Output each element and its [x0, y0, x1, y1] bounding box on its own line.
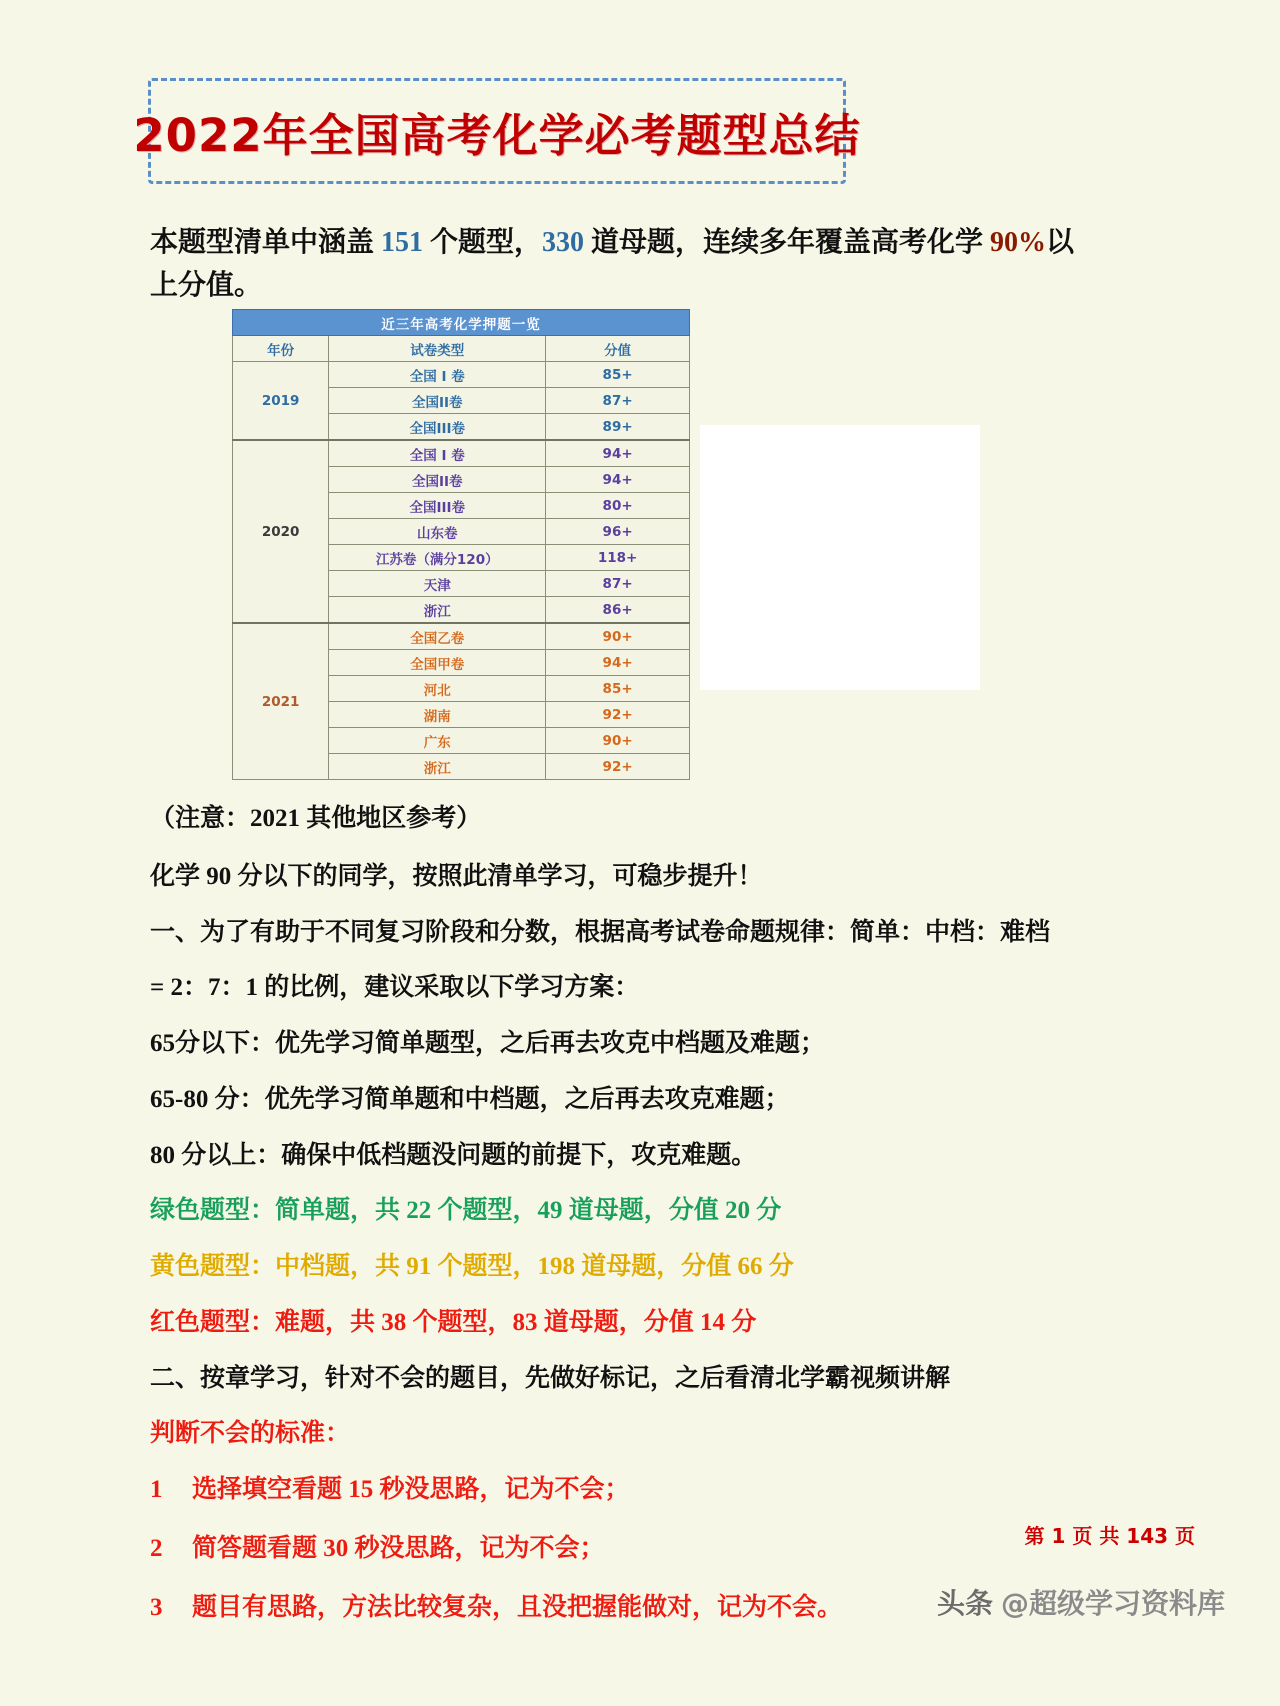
paragraph-yellow: 黄色题型：中档题，共 91 个题型，198 道母题，分值 66 分: [150, 1253, 794, 1280]
table-cell-score: 92+: [546, 754, 690, 780]
paragraph-tier80: 80 分以上：确保中低档题没问题的前提下，攻克难题。: [150, 1141, 757, 1169]
table-cell-score: 94+: [546, 650, 690, 676]
paragraph-green: 绿色题型：简单题，共 22 个题型，49 道母题，分值 20 分: [150, 1197, 782, 1225]
table-banner-row: [233, 310, 690, 336]
watermark-account: @超级学习资料库: [1000, 1587, 1225, 1620]
table-header-year: 年份: [233, 336, 329, 362]
title-banner: [133, 78, 861, 184]
table-cell-score: 86+: [546, 597, 690, 624]
paragraph-tier65: 65分以下：优先学习简单题型，之后再去攻克中档题及难题；: [150, 1030, 826, 1057]
table-cell-type: 广东: [329, 728, 546, 754]
body-content: [150, 800, 1090, 1647]
paragraph-sec2: 二、按章学习，针对不会的题目，先做好标记，之后看清北学霸视频讲解: [150, 1364, 951, 1392]
table-cell-score: 90+: [546, 623, 690, 650]
table-cell-type: 全国 I 卷: [329, 362, 546, 388]
criteria-text: 题目有思路，方法比较复杂，且没把握能做对，记为不会。: [192, 1593, 843, 1621]
paragraph-criteria_head: 判断不会的标准：: [150, 1420, 351, 1448]
table-cell-type: 全国III卷: [329, 414, 546, 441]
table-cell-type: 河北: [329, 676, 546, 702]
table-cell-type: 全国 I 卷: [329, 440, 546, 467]
table-cell-type: 浙江: [329, 597, 546, 624]
table-cell-score: 87+: [546, 388, 690, 414]
table-cell-score: 89+: [546, 414, 690, 441]
paragraph-tier6580: 65-80 分：优先学习简单题和中档题，之后再去攻克难题；: [150, 1085, 790, 1113]
table-cell-type: 全国甲卷: [329, 650, 546, 676]
criteria-text: 选择填空看题 15 秒没思路，记为不会；: [192, 1476, 630, 1503]
table-row: [233, 362, 690, 388]
table-cell-type: 山东卷: [329, 519, 546, 545]
criteria-number: 1: [150, 1476, 163, 1503]
paragraph-note: （注意：2021 其他地区参考）: [150, 805, 482, 832]
table-cell-type: 全国II卷: [329, 467, 546, 493]
criteria-item: [150, 1471, 1090, 1510]
table-cell-type: 全国III卷: [329, 493, 546, 519]
paragraph-sec1_a: 一、为了有助于不同复习阶段和分数，根据高考试卷命题规律：简单：中档：难档: [150, 918, 1051, 946]
table-cell-score: 85+: [546, 362, 690, 388]
intro-coverage: 90%: [990, 227, 1047, 258]
table-cell-score: 118+: [546, 545, 690, 571]
table-header-type: 试卷类型: [329, 336, 546, 362]
criteria-item: [150, 1530, 1090, 1569]
page-number: 第 1 页 共 143 页: [1024, 1524, 1195, 1548]
intro-paragraph: [150, 222, 1080, 307]
table-cell-score: 85+: [546, 676, 690, 702]
pie-chart: [700, 425, 980, 690]
intro-seg-4: 以上分值。: [150, 227, 1075, 301]
table-row: [233, 623, 690, 650]
table-cell-score: 92+: [546, 702, 690, 728]
intro-seg-2: 个题型，: [423, 227, 543, 258]
table-cell-type: 天津: [329, 571, 546, 597]
intro-count-types: 151: [381, 227, 424, 258]
table-cell-year: 2019: [233, 362, 329, 441]
table-cell-score: 94+: [546, 467, 690, 493]
table-cell-year: 2021: [233, 623, 329, 780]
table-cell-year: 2020: [233, 440, 329, 623]
criteria-number: 2: [150, 1534, 163, 1562]
exam-score-table: [232, 309, 690, 780]
intro-count-questions: 330: [542, 227, 585, 258]
intro-seg-1: 本题型清单中涵盖: [150, 227, 382, 258]
table-cell-type: 全国II卷: [329, 388, 546, 414]
intro-seg-3: 道母题，连续多年覆盖高考化学: [584, 227, 991, 258]
table-cell-type: 浙江: [329, 754, 546, 780]
table-header-score: 分值: [546, 336, 690, 362]
table-cell-score: 87+: [546, 571, 690, 597]
pie-chart-background: [700, 425, 980, 690]
criteria-text: 简答题看题 30 秒没思路，记为不会；: [192, 1534, 605, 1562]
table-header-row: [233, 336, 690, 362]
watermark: [937, 1582, 1225, 1622]
table-cell-type: 江苏卷（满分120）: [329, 545, 546, 571]
watermark-source: 头条: [936, 1587, 993, 1620]
paragraph-advice: 化学 90 分以下的同学，按照此清单学习，可稳步提升！: [150, 862, 763, 890]
page-title: 2022年全国高考化学必考题型总结: [133, 108, 861, 162]
table-cell-score: 94+: [546, 440, 690, 467]
table-cell-score: 80+: [546, 493, 690, 519]
table-cell-score: 90+: [546, 728, 690, 754]
table-cell-type: 湖南: [329, 702, 546, 728]
criteria-number: 3: [150, 1593, 163, 1621]
table-cell-type: 全国乙卷: [329, 623, 546, 650]
table-banner: 近三年高考化学押题一览: [233, 310, 690, 336]
table-cell-score: 96+: [546, 519, 690, 545]
exam-table-wrapper: [232, 309, 690, 780]
paragraph-sec1_b: = 2：7：1 的比例，建议采取以下学习方案：: [150, 974, 640, 1002]
paragraph-red: 红色题型：难题，共 38 个题型，83 道母题，分值 14 分: [150, 1308, 757, 1336]
table-row: [233, 440, 690, 467]
